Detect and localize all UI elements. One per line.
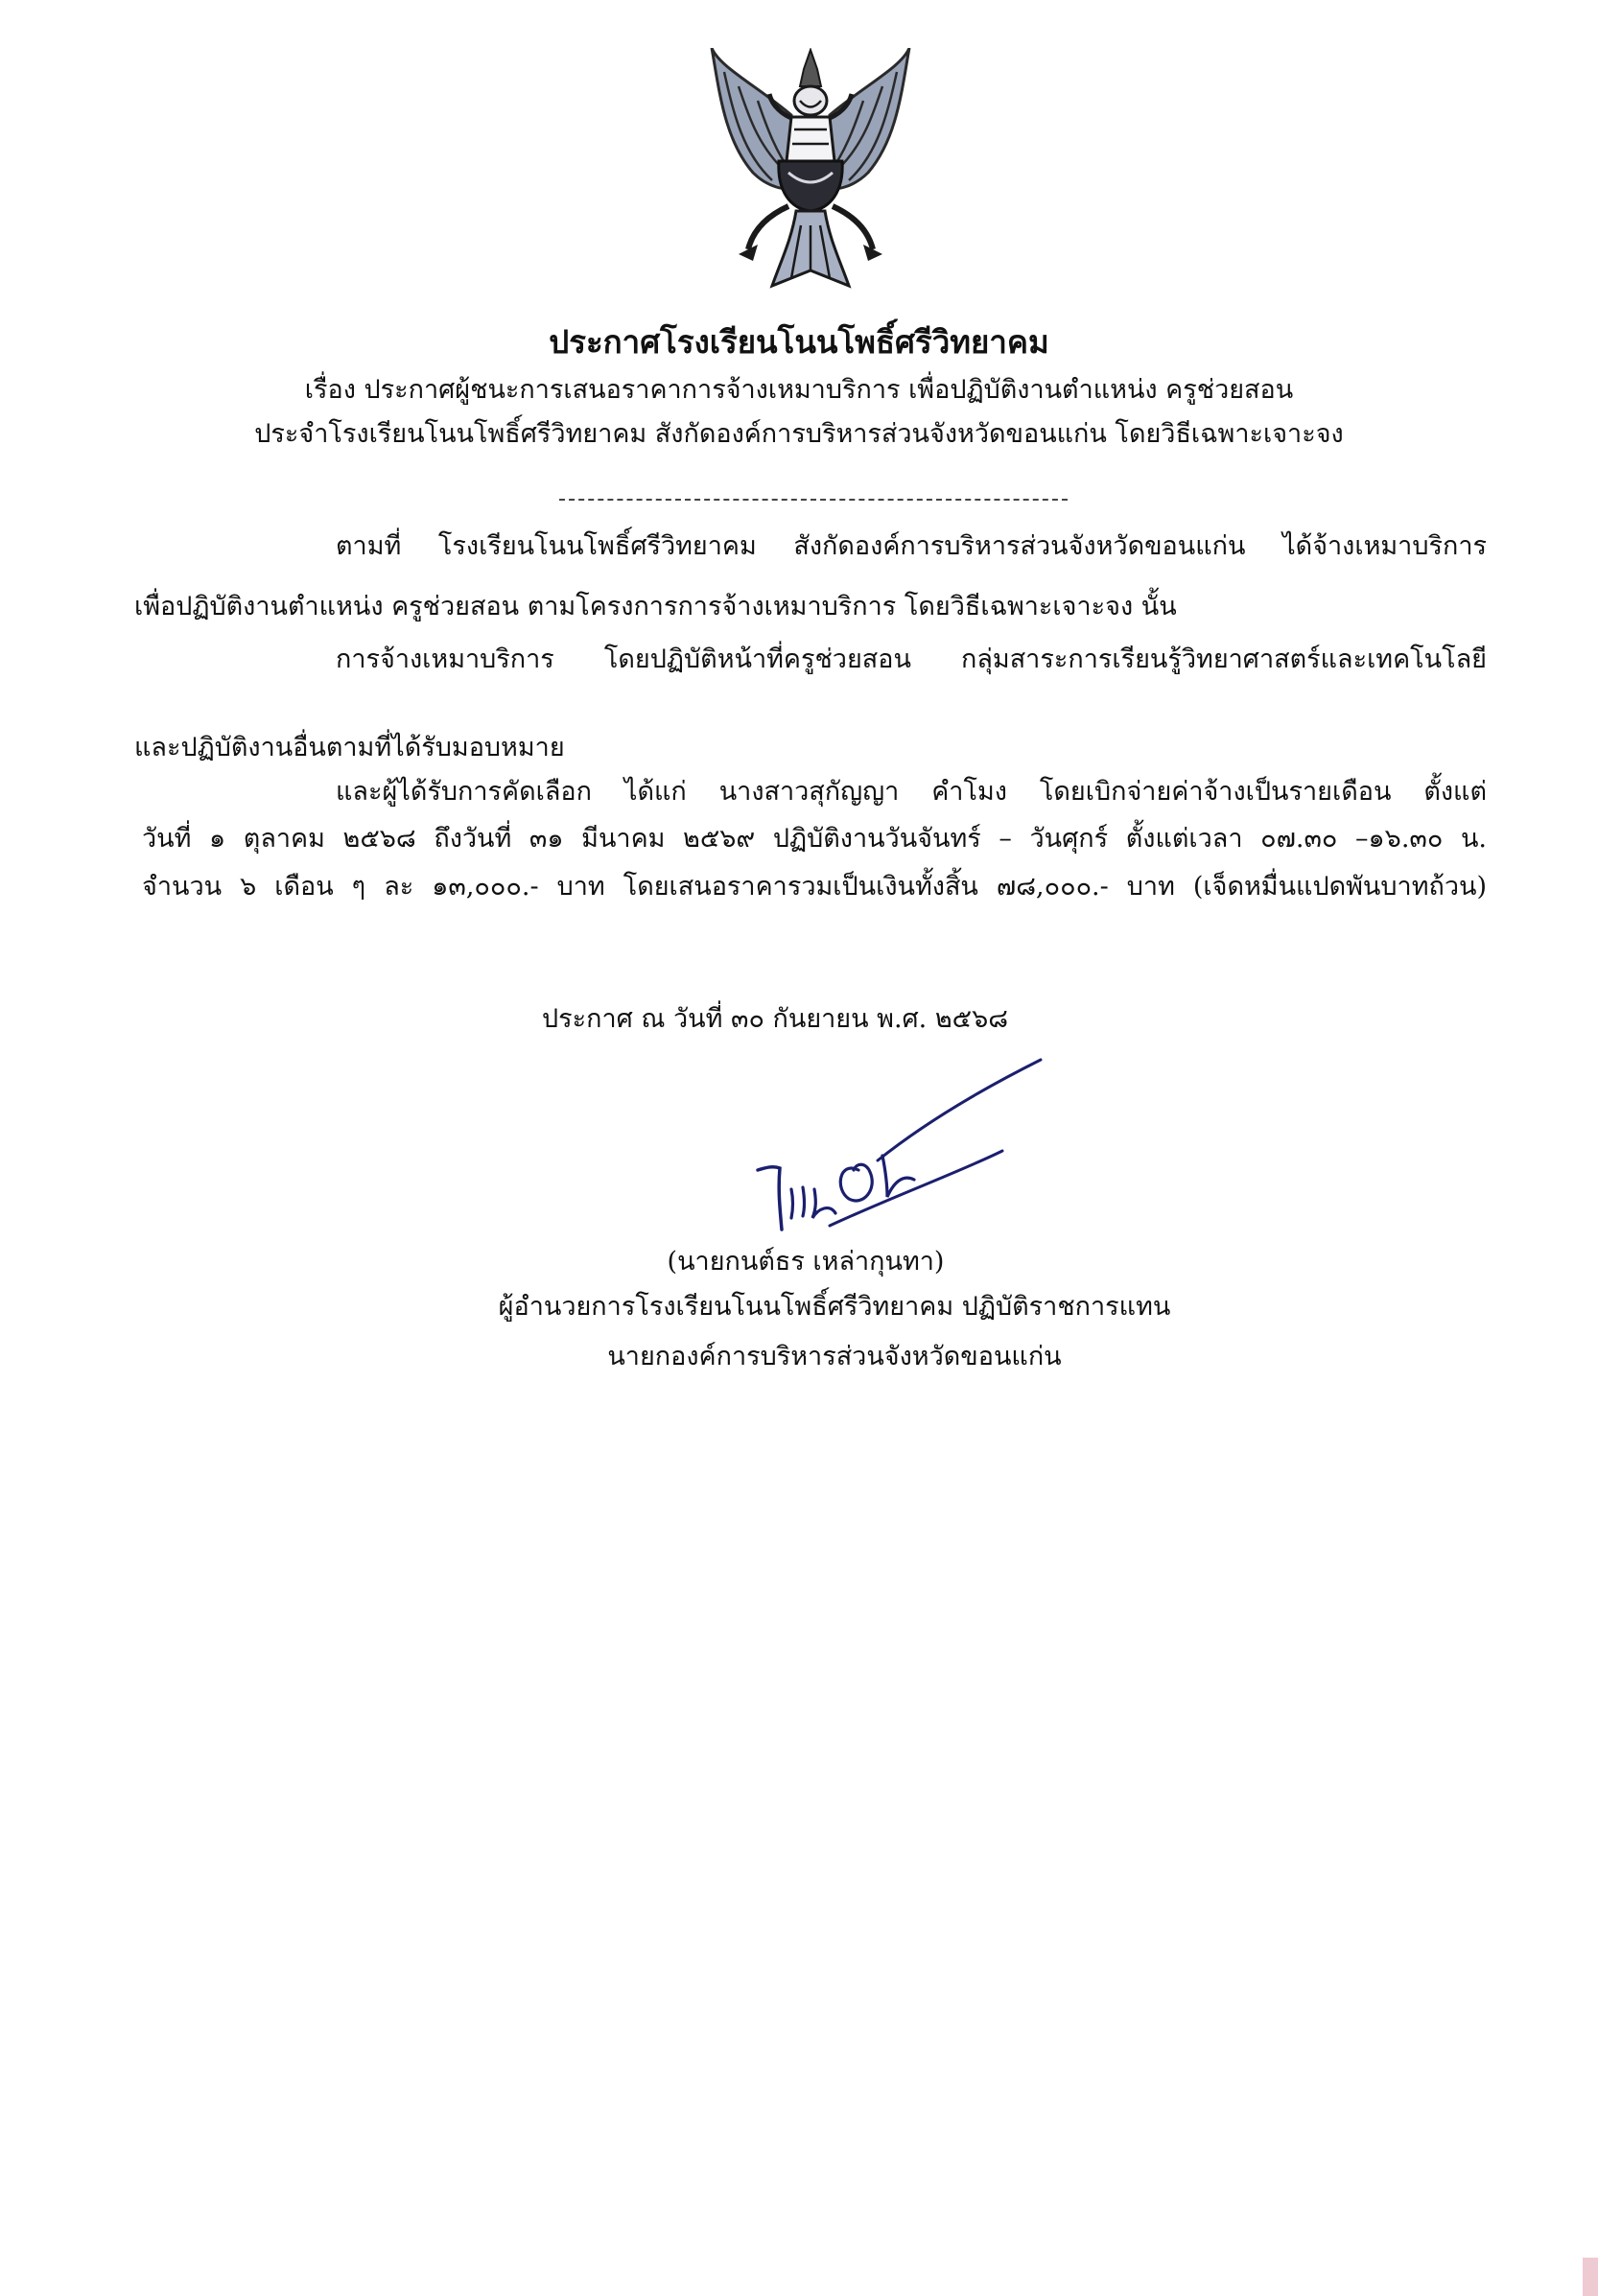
signatory-position-line-2: นายกองค์การบริหารส่วนจังหวัดขอนแก่น [607, 1342, 1062, 1371]
paragraph-2-line-1: การจ้างเหมาบริการ โดยปฏิบัติหน้าที่ครูช่วยสอน กลุ่มสาระการเรียนรู้วิทยาศาสตร์และเทคโนโลยี [336, 644, 1487, 674]
edge-stain [1583, 2258, 1598, 2296]
signatory-position-line-1: ผู้อำนวยการโรงเรียนโนนโพธิ์ศรีวิทยาคม ปฏิบัติราชการแทน [498, 1292, 1171, 1322]
divider-dashed [559, 499, 1068, 501]
announcement-date: ประกาศ ณ วันที่ ๓๐ กันยายน พ.ศ. ๒๕๖๘ [542, 1004, 1009, 1034]
paragraph-1-line-1: ตามที่ โรงเรียนโนนโพธิ์ศรีวิทยาคม สังกัดองค์การบริหารส่วนจังหวัดขอนแก่น ได้จ้างเหมาบริการ [336, 531, 1487, 561]
paragraph-3-line-1: และผู้ได้รับการคัดเลือก ได้แก่ นางสาวสุกัญญา คำโมง โดยเบิกจ่ายค่าจ้างเป็นรายเดือน ตั้งแต่ [336, 777, 1487, 807]
paragraph-2-line-2: และปฏิบัติงานอื่นตามที่ได้รับมอบหมาย [134, 733, 565, 762]
handwritten-signature [743, 1055, 1050, 1247]
signatory-name: (นายกนต์ธร เหล่ากุนทา) [667, 1247, 945, 1277]
garuda-emblem-icon [700, 48, 921, 293]
subject-line-1: เรื่อง ประกาศผู้ชนะการเสนอราคาการจ้างเหมาบริการ เพื่อปฏิบัติงานตำแหน่ง ครูช่วยสอน [304, 375, 1294, 405]
paragraph-3-line-2: วันที่ ๑ ตุลาคม ๒๕๖๘ ถึงวันที่ ๓๑ มีนาคม ๒๕๖๙ ปฏิบัติงานวันจันทร์ – วันศุกร์ ตั้งแต่เวลา ๐๗.๓๐ –๑๖.๓๐ น. [142, 824, 1487, 854]
subject-line-2: ประจำโรงเรียนโนนโพธิ์ศรีวิทยาคม สังกัดองค์การบริหารส่วนจังหวัดขอนแก่น โดยวิธีเฉพาะเจาะจง [254, 419, 1344, 449]
paragraph-3-line-3: จำนวน ๖ เดือน ๆ ละ ๑๓,๐๐๐.- บาท โดยเสนอราคารวมเป็นเงินทั้งสิ้น ๗๘,๐๐๐.- บาท (เจ็ดหมื่นแปดพันบาทถ้วน) [142, 872, 1487, 902]
paragraph-1-line-2: เพื่อปฏิบัติงานตำแหน่ง ครูช่วยสอน ตามโครงการการจ้างเหมาบริการ โดยวิธีเฉพาะเจาะจง นั้น [134, 592, 1177, 621]
document-title: ประกาศโรงเรียนโนนโพธิ์ศรีวิทยาคม [549, 323, 1049, 361]
